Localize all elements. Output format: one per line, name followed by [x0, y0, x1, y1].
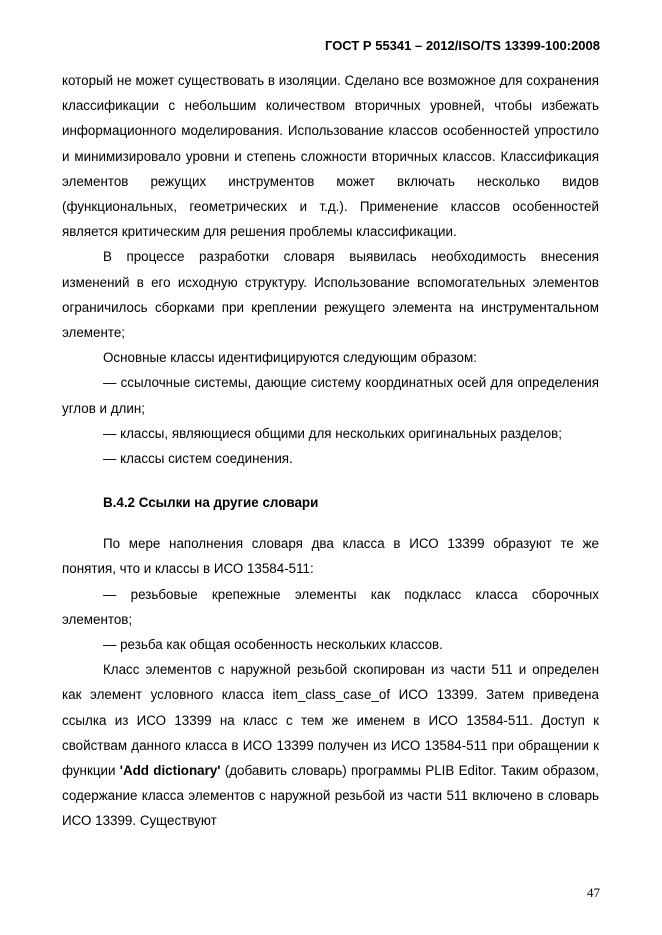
body-paragraph: Основные классы идентифицируются следующим образом:: [103, 350, 477, 366]
body-paragraph: который не может существовать в изоляции. Сделано все возможное для сохранения классификации с небольшим количеством вторичных уровней, чтобы избежать информационного моделирования. Использование классов особенностей упростило и минимизировало уровни и степень сложности вторичных классов. Классификация элементов режущих инструментов может включать несколько видов (функциональных, геометрических и т.д.). Применение классов особенностей является критическим для решения проблемы классификации.: [62, 73, 599, 240]
list-item: — резьба как общая особенность нескольких классов.: [103, 637, 443, 653]
list-item: — классы, являющиеся общими для нескольких оригинальных разделов;: [103, 425, 562, 441]
list-item: — резьбовые крепежные элементы как подкласс класса сборочных элементов;: [62, 586, 599, 627]
bold-term: 'Add dictionary': [119, 763, 221, 779]
section-heading: В.4.2 Ссылки на другие словари: [103, 495, 319, 511]
page-body: [62, 68, 599, 834]
paragraph-text: Класс элементов с наружной резьбой скопирован из части 511 и определен как элемент условного класса item_class_case_of ИСО 13399. Затем приведена ссылка из ИСО 13399 на класс с тем же именем в ИСО 13584-511. Доступ к свойствам данного класса в ИСО 13399 получен из ИСО 13584-511 при обращении к функции: [62, 662, 599, 779]
document-header: ГОСТ Р 55341 – 2012/ISO/TS 13399-100:2008: [325, 38, 600, 53]
body-paragraph: По мере наполнения словаря два класса в ИСО 13399 образуют те же понятия, что и классы в ИСО 13584-511:: [62, 536, 599, 577]
list-item: — классы систем соединения.: [103, 451, 293, 467]
page-number: 47: [587, 885, 600, 900]
body-paragraph: В процессе разработки словаря выявилась необходимость внесения изменений в его исходную структуру. Использование вспомогательных элементов ограничилось сборками при креплении режущего элемента на инструментальном элементе;: [62, 249, 599, 341]
list-item: — ссылочные системы, дающие систему координатных осей для определения углов и длин;: [62, 375, 599, 416]
paragraph-text: (добавить словарь) программы PLIB Editor. Таким образом, содержание класса элементов с наружной резьбой из части 511 включено в словарь ИСО 13399. Существуют: [62, 763, 599, 829]
body-paragraph: [62, 657, 599, 833]
